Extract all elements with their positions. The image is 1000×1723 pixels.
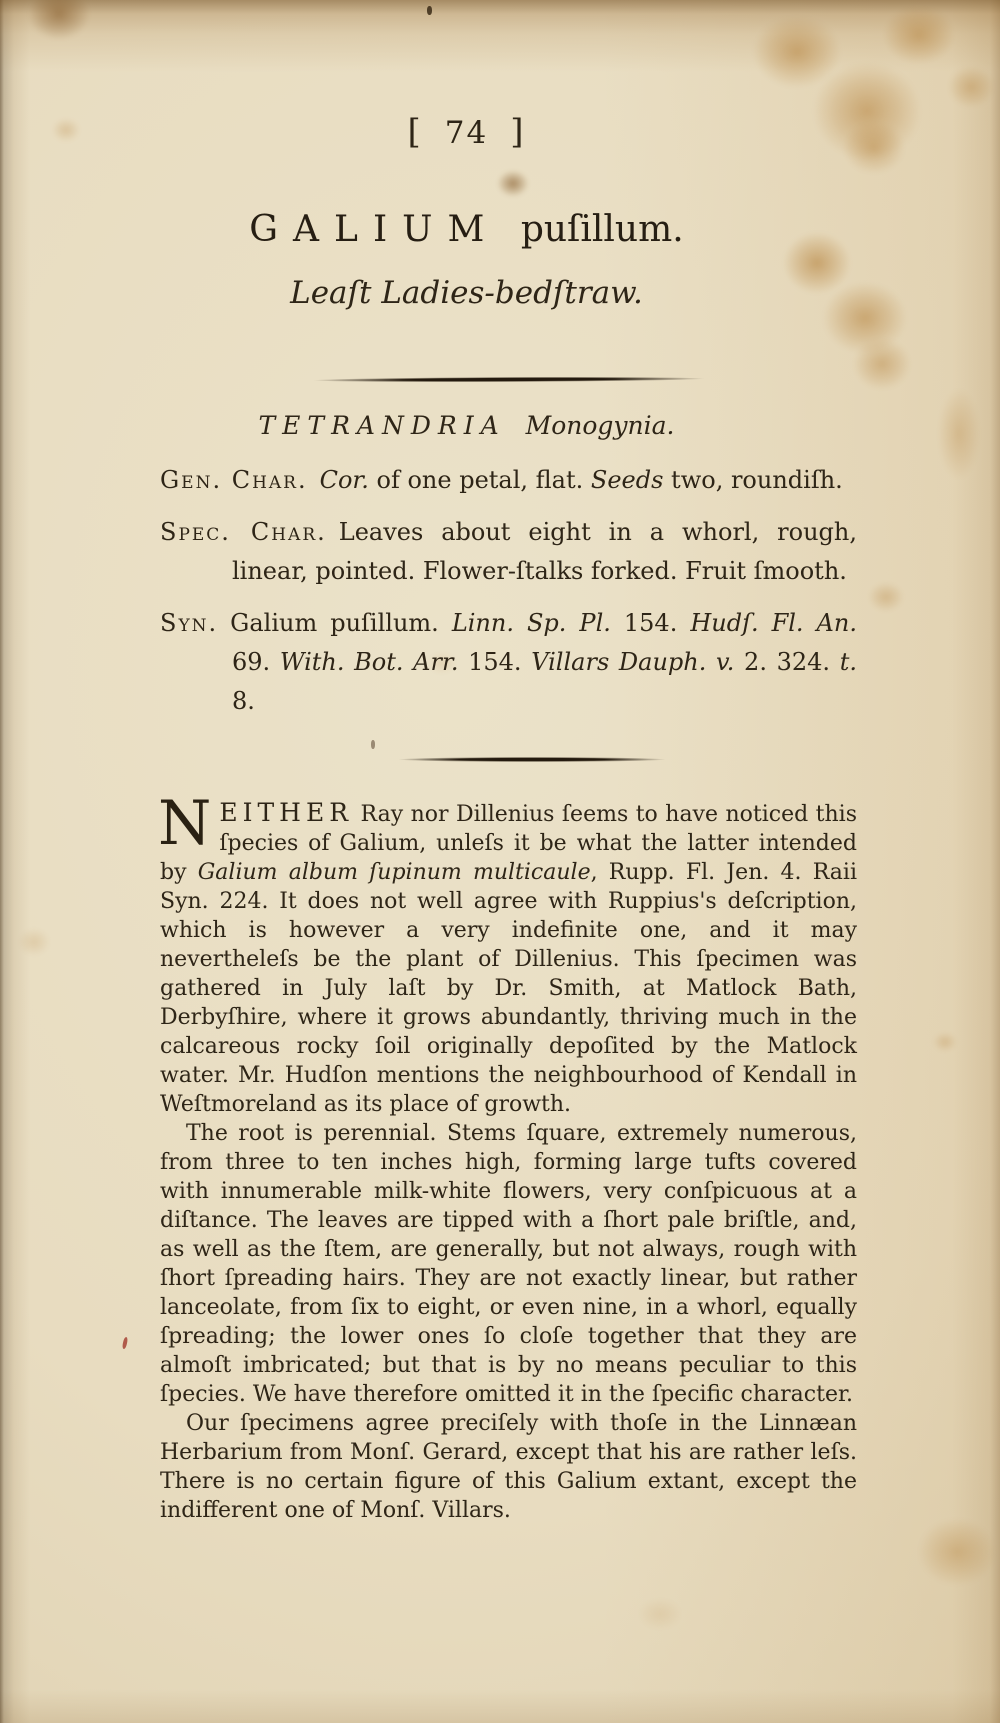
class-name: TETRANDRIA: [258, 411, 506, 440]
specific-character-entry: [160, 513, 857, 591]
common-name: Leaſt Ladies-bedſtraw.: [290, 275, 643, 311]
linnaean-classification: [160, 408, 857, 444]
genus-name: GALIUM: [249, 209, 500, 250]
text-run: t.: [839, 648, 857, 676]
text-run: two, roundiſh.: [663, 466, 843, 494]
lead-word: EITHER: [219, 798, 354, 827]
text-run: of one petal, flat.: [368, 466, 591, 494]
text-run: 154.: [458, 648, 532, 676]
stain: [948, 66, 994, 108]
stain: [52, 118, 80, 142]
entry-label: Spec. Char.: [160, 518, 327, 546]
text-run: Galium album ſupinum multicaule: [197, 860, 591, 885]
text-run: Villars Dauph. v.: [531, 648, 735, 676]
stain: [938, 388, 980, 480]
entry-label: Gen. Char.: [160, 466, 308, 494]
stain: [933, 1032, 957, 1052]
generic-character-entry: [160, 461, 857, 500]
text-run: , Rupp. Fl. Jen. 4. Raii Syn. 224. It does not well agree with Ruppius's deſcription, which is however a very indefinite one, and it may nevertheleſs be the plant of Dillenius. This ſpecimen was gathered in July laſt by Dr. Smith, at Matlock Bath, Derbyſhire, where it grows abundantly, thriving much in the calcareous rocky ſoil originally depoſited by the Matlock water. Mr. Hudſon mentions the neighbourhood of Kendall in Weſtmoreland as its place of growth.: [160, 860, 857, 1117]
divider-rule-top: [312, 376, 704, 383]
text-run: 69.: [232, 648, 280, 676]
divider-rule-middle: [398, 757, 666, 762]
text-run: Ray nor Dillenius ſeems to have noticed this ſpecies of Galium, unleſs it be what the latter intended by: [160, 802, 857, 885]
page-number: [160, 112, 857, 153]
species-title: [160, 207, 857, 253]
paragraph-3: Our ſpecimens agree preciſely with thoſe in the Linnæan Herbarium from Monſ. Gerard, except that his are rather leſs. There is no certain figure of this Galium extant, except the indifferent one of Monſ. Villars.: [160, 1411, 857, 1523]
text-run: Cor.: [319, 466, 369, 494]
text-run: 8.: [232, 687, 255, 715]
text-column: [160, 0, 857, 1525]
drop-cap: N: [158, 788, 212, 859]
red-mark: [122, 1337, 128, 1350]
right-bracket: ]: [510, 112, 526, 152]
species-epithet: puſillum.: [520, 209, 684, 250]
stain: [18, 928, 50, 956]
paragraph-2: The root is perennial. Stems ſquare, extremely numerous, from three to ten inches high, forming large tufts covered with innumerable milk-white flowers, very conſpicuous at a diſtance. The leaves are tipped with a ſhort pale briſtle, and, as well as the ſtem, are generally, but not always, rough with ſhort ſpreading hairs. They are not exactly linear, but rather lanceolate, from ſix to eight, or even nine, in a whorl, equally ſpreading; the lower ones ſo cloſe together that they are almoſt imbricated; but that is by no means peculiar to this ſpecies. We have therefore omitted it in the ſpecific character.: [160, 1121, 857, 1407]
stain: [868, 582, 904, 612]
stain: [883, 6, 955, 64]
entry-label: Syn.: [160, 609, 219, 637]
text-run: Linn. Sp. Pl.: [451, 609, 611, 637]
stain: [918, 1518, 996, 1586]
left-bracket: [: [407, 112, 423, 152]
order-name: Monogynia.: [525, 411, 675, 440]
page-number-value: 74: [444, 115, 489, 151]
stain: [638, 1598, 682, 1630]
stain: [853, 338, 911, 390]
text-run: With. Bot. Arr.: [279, 648, 459, 676]
text-run: Galium puſillum.: [230, 609, 452, 637]
paragraph-1: [158, 788, 857, 1119]
text-run: 154.: [610, 609, 691, 637]
text-run: 2. 324.: [734, 648, 840, 676]
text-run: Hudſ. Fl. An.: [690, 609, 857, 637]
synonyms-entry: [160, 604, 857, 721]
text-run: Seeds: [590, 466, 664, 494]
stain: [28, 0, 90, 40]
text-run: Leaves about eight in a whorl, rough, linear, pointed. Flower-ſtalks forked. Fruit ſmooth.: [232, 518, 857, 585]
